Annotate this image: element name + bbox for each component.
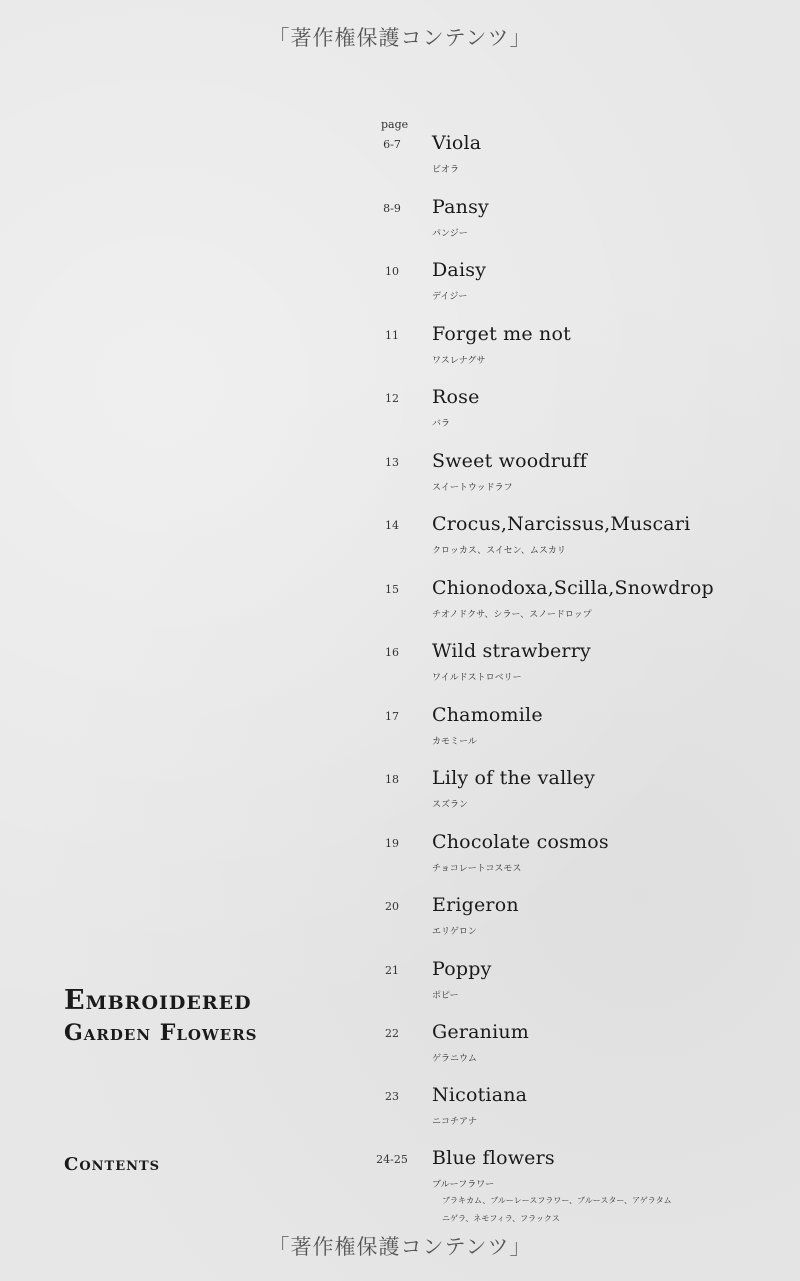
toc-kana: ブルーフラワー bbox=[432, 1180, 495, 1190]
toc-kana: スズラン bbox=[432, 800, 469, 810]
toc-entry-chocolate-cosmos[interactable] bbox=[360, 831, 800, 891]
toc-page-number: 16 bbox=[385, 646, 399, 659]
toc-entry-chionodoxa[interactable] bbox=[360, 577, 800, 637]
toc-title: Chocolate cosmos bbox=[432, 831, 609, 853]
toc-page-number: 6-7 bbox=[383, 138, 401, 151]
toc-entry-forget-me-not[interactable] bbox=[360, 323, 800, 383]
toc-kana: ポピー bbox=[432, 991, 459, 1001]
toc-page-number: 20 bbox=[385, 900, 399, 913]
toc-kana: パンジー bbox=[432, 229, 468, 239]
toc-page-number: 10 bbox=[385, 265, 399, 278]
toc-entry-chamomile[interactable] bbox=[360, 704, 800, 764]
toc-entry-sweet-woodruff[interactable] bbox=[360, 450, 800, 510]
toc-kana: ワスレナグサ bbox=[432, 356, 486, 366]
toc-entry-viola[interactable] bbox=[360, 132, 800, 192]
book-title-line1: Embroidered bbox=[64, 985, 252, 1016]
toc-sub-list: ブラキカム、ブルーレースフラワー、ブルースター、アゲラタム bbox=[442, 1196, 672, 1205]
book-title bbox=[64, 984, 258, 1048]
toc-title: Nicotiana bbox=[432, 1084, 528, 1106]
toc-entry-lily-of-the-valley[interactable] bbox=[360, 767, 800, 827]
toc-entry-blue-flowers[interactable] bbox=[360, 1147, 800, 1227]
toc-entry-wild-strawberry[interactable] bbox=[360, 640, 800, 700]
toc-kana: チョコレートコスモス bbox=[432, 864, 522, 874]
toc-entry-pansy[interactable] bbox=[360, 196, 800, 256]
toc-entry-poppy[interactable] bbox=[360, 958, 800, 1018]
toc-page-number: 19 bbox=[385, 837, 399, 850]
toc-title: Daisy bbox=[432, 259, 487, 281]
toc-page-number: 21 bbox=[385, 964, 399, 977]
toc-entry-erigeron[interactable] bbox=[360, 894, 800, 954]
toc-page-number: 15 bbox=[385, 583, 399, 596]
toc-kana: ワイルドストロベリー bbox=[432, 673, 522, 683]
toc-page-number: 14 bbox=[385, 519, 399, 532]
toc-title: Viola bbox=[432, 132, 482, 154]
toc-kana: クロッカス、スイセン、ムスカリ bbox=[432, 546, 566, 556]
toc-sub-list: ニゲラ、ネモフィラ、フラックス bbox=[442, 1214, 560, 1223]
toc-title: Rose bbox=[432, 386, 480, 408]
book-title-line2: Garden Flowers bbox=[64, 1020, 258, 1046]
watermark-bottom: 「著作権保護コンテンツ」 bbox=[268, 1235, 532, 1259]
toc-title: Blue flowers bbox=[432, 1147, 555, 1169]
toc-title: Pansy bbox=[432, 196, 489, 218]
contents-heading: Contents bbox=[64, 1154, 161, 1175]
toc-page-number: 8-9 bbox=[383, 202, 401, 215]
toc-entry-nicotiana[interactable] bbox=[360, 1084, 800, 1144]
toc-kana: デイジー bbox=[432, 292, 468, 302]
toc-kana: ゲラニウム bbox=[432, 1054, 477, 1064]
toc-page-number: 11 bbox=[385, 329, 399, 342]
toc-title: Forget me not bbox=[432, 323, 571, 345]
toc-page-number: 24-25 bbox=[376, 1153, 408, 1166]
toc-title: Lily of the valley bbox=[432, 767, 596, 789]
toc-entry-geranium[interactable] bbox=[360, 1021, 800, 1081]
toc-kana: スイートウッドラフ bbox=[432, 483, 513, 493]
toc-entry-daisy[interactable] bbox=[360, 259, 800, 319]
toc-page-number: 13 bbox=[385, 456, 399, 469]
toc-kana: ビオラ bbox=[432, 165, 460, 175]
toc-kana: カモミール bbox=[432, 737, 477, 747]
toc-title: Chionodoxa,Scilla,Snowdrop bbox=[432, 577, 714, 599]
toc-page-number: 12 bbox=[385, 392, 399, 405]
toc-title: Crocus,Narcissus,Muscari bbox=[432, 513, 691, 535]
toc-page-number: 18 bbox=[385, 773, 399, 786]
toc-page-number: 23 bbox=[385, 1090, 399, 1103]
page-column-label: page bbox=[381, 118, 409, 131]
toc-entry-crocus[interactable] bbox=[360, 513, 800, 573]
toc-page-number: 17 bbox=[385, 710, 399, 723]
toc-title: Poppy bbox=[432, 958, 492, 980]
toc-title: Chamomile bbox=[432, 704, 543, 726]
toc-title: Geranium bbox=[432, 1021, 529, 1043]
toc-page-number: 22 bbox=[385, 1027, 399, 1040]
toc-kana: ニコチアナ bbox=[432, 1117, 478, 1127]
toc-entry-rose[interactable] bbox=[360, 386, 800, 446]
toc-kana: エリゲロン bbox=[432, 927, 477, 937]
watermark-top: 「著作権保護コンテンツ」 bbox=[268, 26, 532, 50]
toc-kana: チオノドクサ、シラー、スノードロップ bbox=[432, 610, 592, 620]
toc-title: Wild strawberry bbox=[432, 640, 591, 662]
toc-title: Sweet woodruff bbox=[432, 450, 587, 472]
toc-title: Erigeron bbox=[432, 894, 519, 916]
toc-kana: バラ bbox=[432, 419, 451, 429]
